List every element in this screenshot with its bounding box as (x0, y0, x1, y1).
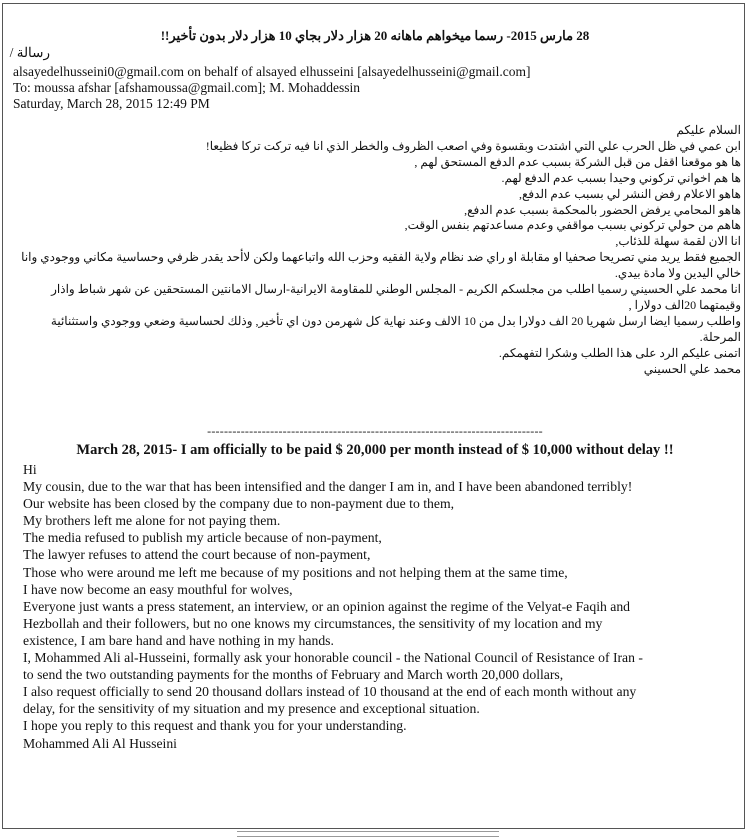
bottom-bar (237, 831, 499, 837)
english-line: to send the two outstanding payments for the months of February and March worth 20,000 dollars, (23, 667, 564, 683)
english-line: Hezbollah and their followers, but no one knows my circumstances, the sensitivity of my location and my (23, 615, 603, 631)
from-line: alsayedelhusseini0@gmail.com on behalf of alsayed elhusseini [alsayedelhusseini@gmail.com] (13, 64, 531, 79)
english-line: My brothers left me alone for not paying them. (23, 513, 281, 529)
date-line: Saturday, March 28, 2015 12:49 PM (13, 96, 210, 111)
arabic-line: ها هو موقعنا اقفل من قبل الشركة بسبب عدم الدفع المستحق لهم , (414, 154, 741, 169)
english-line: Our website has been closed by the company due to non-payment due to them, (23, 496, 455, 512)
arabic-line: هاهو المحامي يرفض الحضور بالمحكمة بسبب عدم الدفع, (464, 202, 741, 217)
arabic-line: انا محمد علي الحسيني رسميا اطلب من مجلسكم الكريم - المجلس الوطني للمقاومة الايرانية-ارسال الامانتين المستحقين عن شهر شباط واذار وقيمتهما 20الف دولارا , (51, 282, 741, 312)
english-line: My cousin, due to the war that has been intensified and the danger I am in, and I have been abandoned terribly! (23, 479, 633, 495)
arabic-line: السلام عليكم (676, 123, 741, 137)
arabic-signature: محمد علي الحسيني (643, 361, 741, 376)
english-line: Those who were around me left me because of my positions and not helping them at the same time, (23, 564, 568, 580)
arabic-line: اتمنى عليكم الرد على هذا الطلب وشكرا لتفهمكم. (498, 345, 741, 360)
arabic-line: الجميع فقط يريد مني تصريحا صحفيا او مقابلة او راي ضد نظام ولاية الفقيه وحزب الله واتباعهما ولكن لاأحد يقدر ظرفي وحساسية مكاني ووجودي وانا خالي اليدين ولا مادة بيدي. (21, 250, 741, 281)
english-body (23, 461, 735, 752)
english-line: Hi (23, 462, 37, 477)
english-line: The media refused to publish my article because of non-payment, (23, 530, 382, 546)
english-title: March 28, 2015- I am officially to be paid $ 20,000 per month instead of $ 10,000 without delay !! (76, 442, 674, 458)
english-line: I hope you reply to this request and thank you for your understanding. (23, 718, 407, 734)
arabic-line: ها هم اخواني تركوني وحيدا بسبب عدم الدفع لهم. (501, 170, 741, 185)
to-line: To: moussa afshar [afshamoussa@gmail.com]; M. Mohaddessin (13, 80, 361, 95)
arabic-line: ابن عمي في ظل الحرب علي التي اشتدت وبقسوة وفي اصعب الظروف والخطر الذي انا فيه تركت تركا فظيعا! (205, 138, 741, 153)
english-line: I, Mohammed Ali al-Husseini, formally ask your honorable council - the National Council of Resistance of Iran - (23, 650, 643, 666)
arabic-body (16, 123, 741, 378)
english-line: I have now become an easy mouthful for wolves, (23, 581, 293, 597)
english-signature: Mohammed Ali Al Husseini (23, 735, 177, 751)
english-line: delay, for the sensitivity of my situation and my presence and exceptional situation. (23, 701, 480, 717)
english-line: existence, I am bare hand and have nothing in my hands. (23, 632, 334, 648)
arabic-title: 28 مارس 2015- رسما ميخواهم ماهانه 20 هزار دلار بجاي 10 هزار دلار بدون تأخير!! (160, 28, 590, 43)
arabic-line: هاهم من حولي تركوني بسبب مواقفي وعدم مساعدتهم بنفس الوقت, (404, 218, 741, 233)
english-line: The lawyer refuses to attend the court because of non-payment, (23, 547, 371, 563)
separator-line: -------------------------------------------------------------------------------- (207, 424, 543, 438)
message-label: رسالة / (9, 45, 50, 60)
arabic-line: واطلب رسميا ايضا ارسل شهريا 20 الف دولارا بدل من 10 الالف وعند نهاية كل شهرمن دون اي تأخير, وذلك لحساسية وضعي ووجودي واستثنائية المرحلة. (50, 313, 741, 344)
english-line: I also request officially to send 20 thousand dollars instead of 10 thousand at the end of each month without any (23, 684, 637, 700)
arabic-line: هاهو الاعلام رفض النشر لي بسبب عدم الدفع, (518, 186, 741, 201)
english-line: Everyone just wants a press statement, an interview, or an opinion against the regime of the Velyat-e Faqih and (23, 598, 631, 614)
arabic-line: انا الان لقمة سهلة للذئاب, (615, 234, 741, 249)
